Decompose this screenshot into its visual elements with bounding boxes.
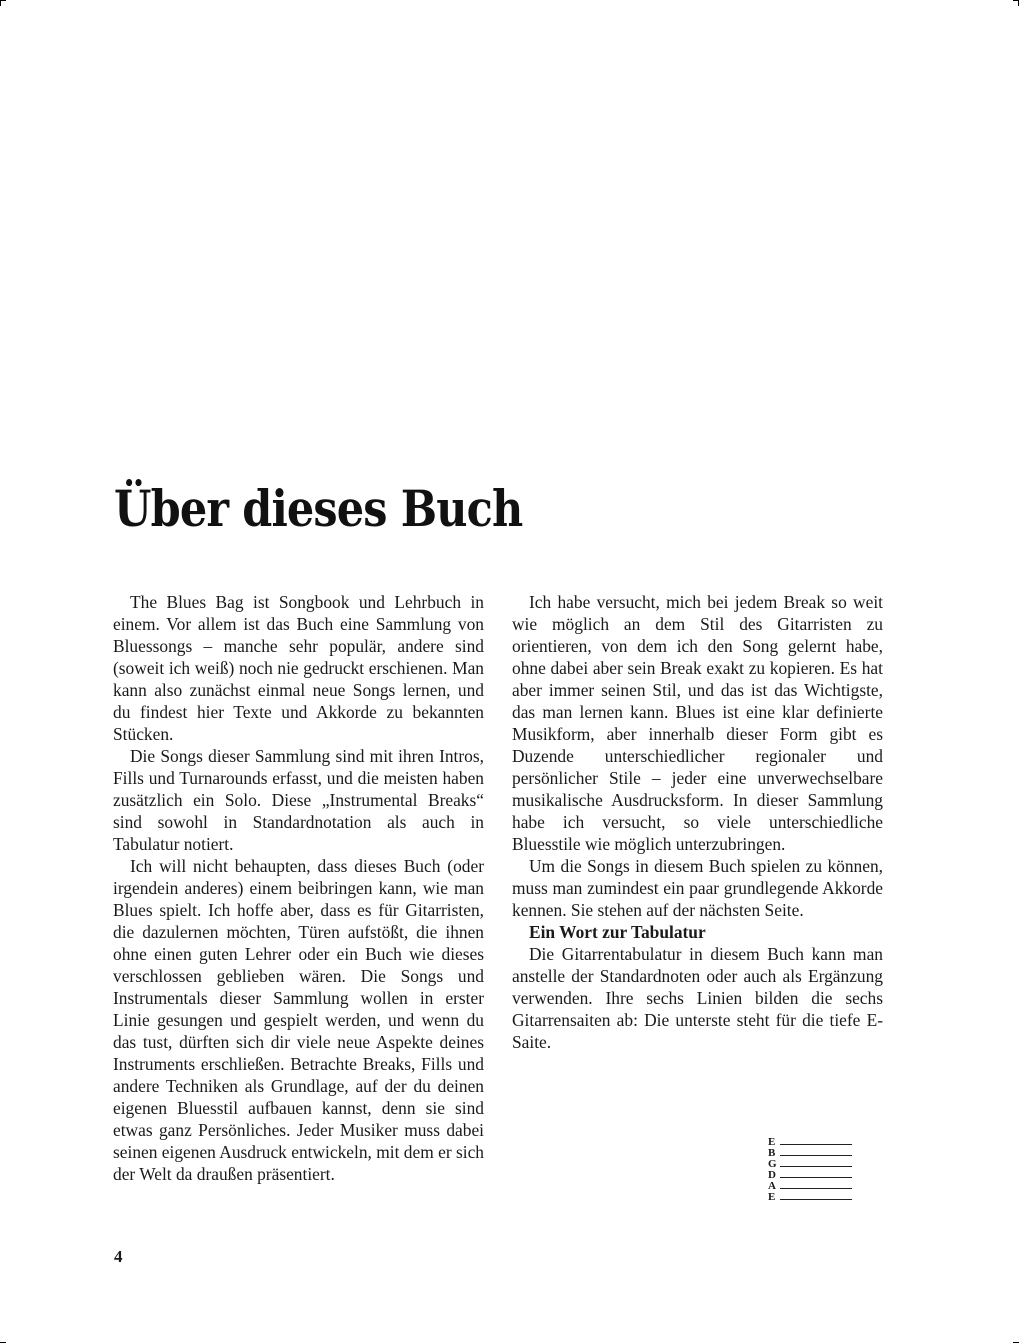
paragraph: Ich habe versucht, mich bei jedem Break so weit wie möglich an dem Stil des Gitarristen zu orientieren, von dem ich den Song gelernt habe, ohne dabei aber sein Break exakt zu kopieren. Es hat aber immer seinen Stil, und das ist das Wichtigste, das man lernen kann. Blues ist eine klar definierte Musikform, aber innerhalb dieser Form gibt es Duzende unterschiedlicher regionaler und persönlicher Stile – jeder eine unverwechselbare musikalische Ausdrucksform. In dieser Sammlung habe ich versucht, so viele unterschiedliche Bluesstile wie möglich unterzubringen. [512,592,883,854]
paragraph: Die Songs dieser Sammlung sind mit ihren Intros, Fills und Turnarounds erfasst, und die meisten haben zusätzlich ein Solo. Diese „Instrumental Breaks“ sind sowohl in Standardnotation als auch in Tabulatur notiert. [113,746,484,854]
paragraph: Die Gitarrentabulatur in diesem Buch kann man anstelle der Standardnoten oder auch als Ergänzung verwenden. Ihre sechs Linien bilden die sechs Gitarrensaiten ab: Die unterste steht für die tiefe E-Saite. [512,944,883,1052]
tab-string-line [780,1144,852,1145]
tab-string [768,1158,852,1172]
section-subheading: Ein Wort zur Tabulatur [529,922,706,942]
tab-string [768,1191,852,1205]
tab-string-label: B [768,1147,776,1159]
tab-string-line [780,1155,852,1156]
tab-string [768,1169,852,1183]
left-column [113,591,484,1185]
paragraph: The Blues Bag ist Songbook und Lehrbuch in einem. Vor allem ist das Buch eine Sammlung von Bluessongs – manche sehr populär, andere sind (soweit ich weiß) noch nie gedruckt erschienen. Man kann also zunächst einmal neue Songs lernen, und du findest hier Texte und Akkorde zu bekannten Stücken. [113,592,484,744]
tab-string-label: D [768,1169,776,1181]
paragraph: Ich will nicht behaupten, dass dieses Buch (oder irgendein anderes) einem beibringen kann, wie man Blues spielt. Ich hoffe aber, dass es für Gitarristen, die dazulernen möchten, Türen aufstößt, die ihnen ohne einen guten Lehrer oder ein Buch wie dieses verschlossen geblieben wären. Die Songs und Instrumentals dieser Sammlung wollen in erster Linie gesungen und gespielt werden, und wenn du das tust, dürften sich dir viele neue Aspekte deines Instruments erschließen. Betrachte Breaks, Fills und andere Techniken als Grundlage, auf der du deinen eigenen Bluesstil aufbauen kannst, denn sie sind etwas ganz Persönliches. Jeder Musiker muss dabei seinen eigenen Ausdruck entwickeln, mit dem er sich der Welt da draußen präsentiert. [113,856,484,1184]
paragraph: Um die Songs in diesem Buch spielen zu können, muss man zumindest ein paar grundlegende Akkorde kennen. Sie stehen auf der nächsten Seite. [512,856,883,920]
tab-string-line [780,1199,852,1200]
tab-string-label: A [768,1180,776,1192]
tab-string [768,1180,852,1194]
tab-string-label: E [768,1191,776,1203]
tab-string-label: E [768,1136,776,1148]
right-column [512,591,883,1053]
tablature-diagram [768,1136,852,1205]
tab-string-label: G [768,1158,777,1170]
tab-string [768,1147,852,1161]
crop-mark-top-left-v [0,0,1,6]
page-title: Über dieses Buch [114,479,523,538]
tab-string [768,1136,852,1150]
tab-string-line [780,1188,852,1189]
page-number: 4 [114,1247,123,1266]
tab-string-line [780,1166,852,1167]
tab-string-line [780,1177,852,1178]
